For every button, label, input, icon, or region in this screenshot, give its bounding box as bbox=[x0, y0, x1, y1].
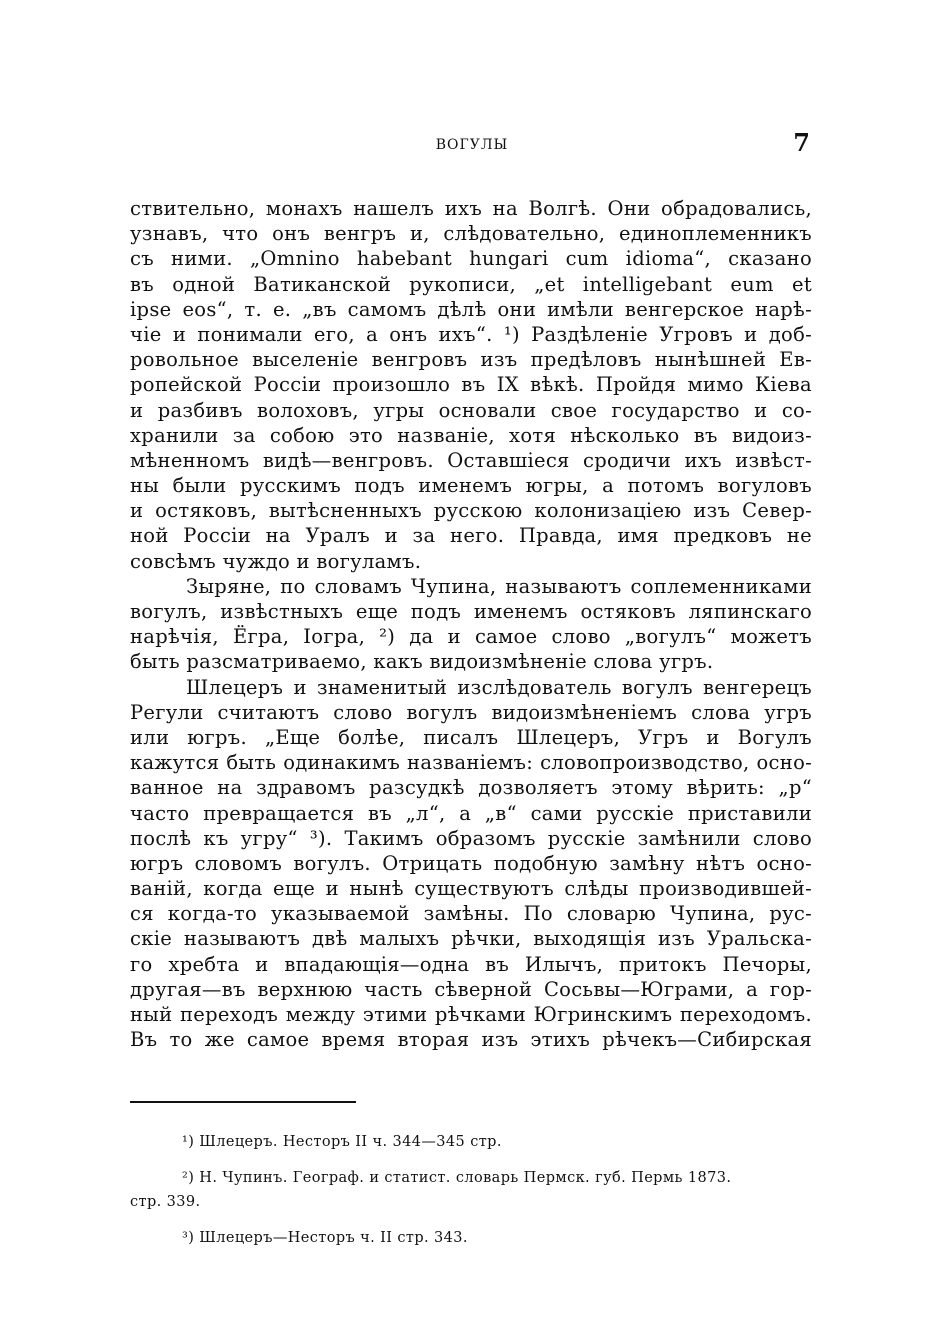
text-line: мѣненномъ видѣ—венгровъ. Оставшіеся сродичи ихъ извѣст- bbox=[130, 448, 812, 472]
footnote-1: ¹) Шлецеръ. Несторъ II ч. 344—345 стр. bbox=[182, 1134, 502, 1150]
text-line: Регули считаютъ слово вогулъ видоизмѣненіемъ слова угръ bbox=[130, 700, 812, 724]
text-line: кажутся быть одинакимъ названіемъ: словопроизводство, осно- bbox=[130, 751, 812, 775]
text-line: ствительно, монахъ нашелъ ихъ на Волгѣ. Они обрадовались, bbox=[130, 197, 812, 220]
text-line: ный переходъ между этими рѣчками Югринскимъ переходомъ. bbox=[130, 1003, 812, 1026]
text-line: югръ словомъ вогулъ. Отрицать подобную замѣну нѣтъ осно- bbox=[130, 851, 812, 875]
text-line: ваній, когда еще и нынѣ существуютъ слѣды производившей- bbox=[130, 877, 812, 901]
text-line: совсѣмъ чуждо и вогуламъ. bbox=[130, 549, 422, 573]
text-line: съ ними. „Omnino habebant hungari cum idioma“, сказано bbox=[130, 247, 812, 271]
text-line: другая—въ верхнюю часть сѣверной Сосьвы—Юграми, а гор- bbox=[130, 977, 812, 1001]
footnote-2-continuation: стр. 339. bbox=[130, 1194, 201, 1210]
text-line: чіе и понимали его, а онъ ихъ“. ¹) Раздѣленіе Угровъ и доб- bbox=[130, 322, 812, 346]
text-line: нарѣчія, Ёгра, Іогра, ²) да и самое слово „вогулъ“ можетъ bbox=[130, 625, 812, 649]
footnote-3: ³) Шлецеръ—Несторъ ч. II стр. 343. bbox=[182, 1230, 468, 1246]
text-line: ны были русскимъ подъ именемъ югры, а потомъ вогуловъ bbox=[130, 474, 812, 498]
text-line: Зыряне, по словамъ Чупина, называютъ соплеменниками bbox=[186, 574, 812, 598]
running-title: ВОГУЛЫ bbox=[435, 137, 509, 153]
text-line: въ одной Ватиканской рукописи, „et intelligebant eum et bbox=[130, 272, 812, 296]
text-line: послѣ къ угру“ ³). Такимъ образомъ русскіе замѣнили слово bbox=[130, 826, 812, 850]
page-number: 7 bbox=[793, 128, 810, 157]
text-line: ропейской Россіи произошло въ IX вѣкѣ. Пройдя мимо Кіева bbox=[130, 373, 812, 397]
text-line: узнавъ, что онъ венгръ и, слѣдовательно, единоплеменникъ bbox=[130, 222, 812, 246]
text-line: ровольное выселеніе венгровъ изъ предѣловъ нынѣшней Ев- bbox=[130, 348, 812, 372]
page-header bbox=[130, 128, 814, 164]
text-line: скіе называютъ двѣ малыхъ рѣчки, выходящія изъ Уральска- bbox=[130, 927, 812, 951]
text-line: или югръ. „Еще болѣе, писалъ Шлецеръ, Угръ и Вогулъ bbox=[130, 725, 812, 749]
footnotes bbox=[130, 1130, 812, 1250]
text-line: Шлецеръ и знаменитый изслѣдователь вогулъ венгерецъ bbox=[186, 675, 812, 699]
text-line: ipse eos“, т. е. „въ самомъ дѣлѣ они имѣли венгерское нарѣ- bbox=[130, 297, 812, 321]
text-line: часто превращается въ „л“, а „в“ сами русскіе приставили bbox=[130, 801, 812, 825]
text-line: и разбивъ волоховъ, угры основали свое государство и со- bbox=[130, 398, 812, 422]
body-text bbox=[130, 196, 812, 1052]
text-line: хранили за собою это названіе, хотя нѣсколько въ видоиз- bbox=[130, 423, 812, 447]
text-line: быть разсматриваемо, какъ видоизмѣненіе слова угръ. bbox=[130, 650, 714, 674]
text-line: ной Россіи на Уралъ и за него. Правда, имя предковъ не bbox=[130, 524, 812, 548]
text-line: ся когда-то указываемой замѣны. По словарю Чупина, рус- bbox=[130, 902, 812, 926]
text-line: и остяковъ, вытѣсненныхъ русскою колонизаціею изъ Север- bbox=[130, 499, 812, 523]
text-line: ванное на здравомъ разсудкѣ дозволяетъ этому вѣрить: „р“ bbox=[130, 776, 812, 800]
footnote-2: ²) Н. Чупинъ. Географ. и статист. словарь Пермск. губ. Пермь 1873. bbox=[182, 1170, 732, 1186]
text-line: го хребта и впадающія—одна въ Илычъ, притокъ Печоры, bbox=[130, 952, 812, 976]
text-line: вогулъ, извѣстныхъ еще подъ именемъ остяковъ ляпинскаго bbox=[130, 600, 812, 623]
footnote-divider bbox=[130, 1101, 356, 1103]
text-line: Въ то же самое время вторая изъ этихъ рѣчекъ—Сибирская bbox=[130, 1028, 812, 1052]
